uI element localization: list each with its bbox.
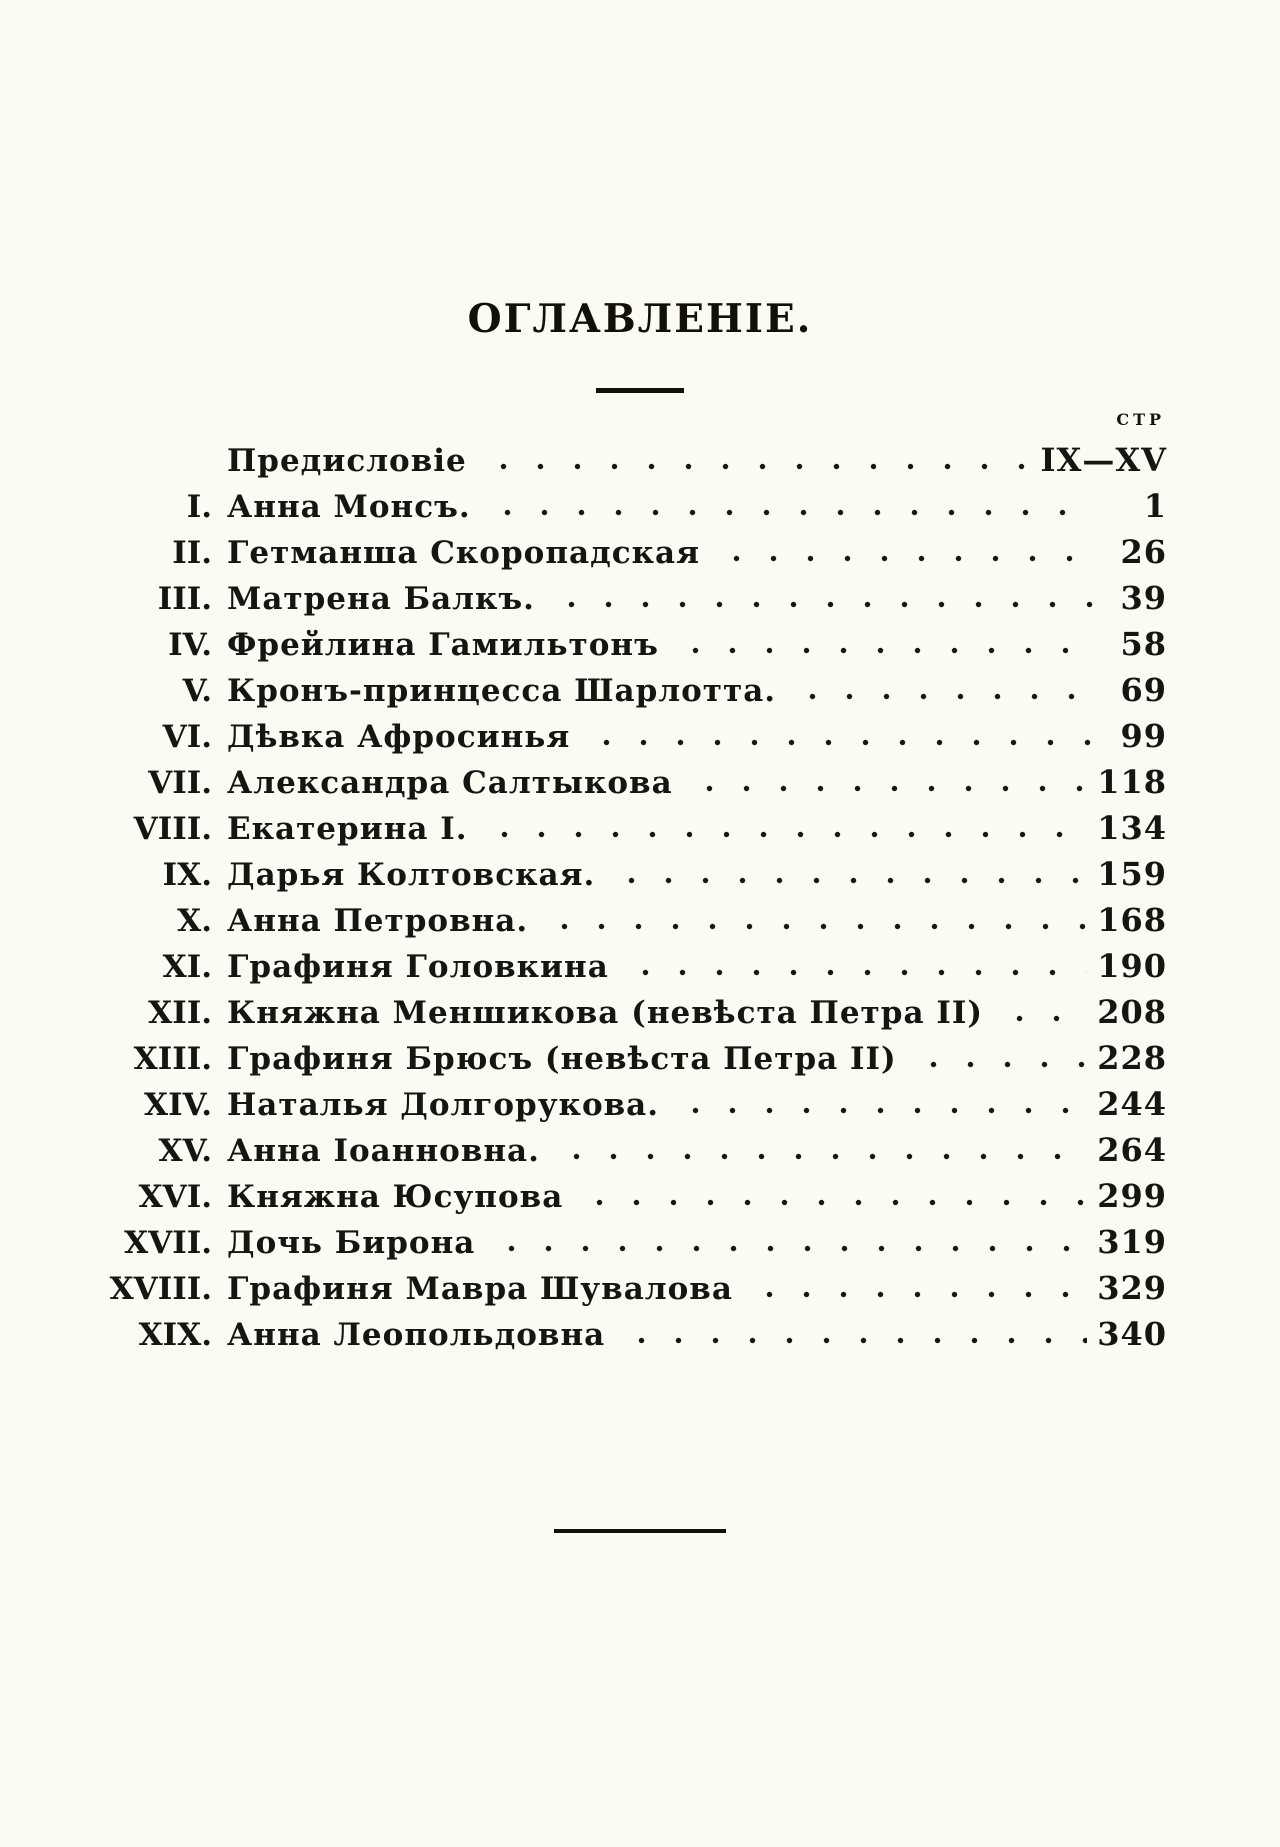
chapter-numeral: XIX.: [138, 1317, 212, 1353]
dot-leader: [718, 552, 1095, 565]
chapter-title: Екатерина I.: [227, 811, 468, 847]
dot-leader: [677, 1104, 1087, 1117]
page-number: 58: [1120, 625, 1167, 663]
toc-row: [100, 575, 1167, 621]
dot-leader: [558, 1150, 1087, 1163]
dot-leader: [493, 1242, 1087, 1255]
title-divider-rule: [596, 388, 684, 393]
chapter-title: Графиня Головкина: [227, 949, 609, 985]
toc-row: [100, 437, 1167, 483]
page-title: ОГЛАВЛЕНІЕ.: [467, 296, 813, 342]
page-number: 69: [1120, 671, 1167, 709]
chapter-numeral: V.: [182, 673, 212, 709]
toc-row: [100, 621, 1167, 667]
page-number: 299: [1097, 1177, 1167, 1215]
page-number: 208: [1097, 993, 1167, 1031]
page-number: 168: [1097, 901, 1167, 939]
toc-row: [100, 851, 1167, 897]
page-number: 118: [1097, 763, 1167, 801]
toc-row: [100, 943, 1167, 989]
toc-row: [100, 1127, 1167, 1173]
chapter-title: Александра Салтыкова: [227, 765, 673, 801]
chapter-title: Наталья Долгорукова.: [227, 1087, 660, 1123]
page-number: 99: [1120, 717, 1167, 755]
chapter-numeral: IV.: [168, 627, 212, 663]
chapter-title: Дарья Колтовская.: [227, 857, 596, 893]
chapter-title: Княжна Юсупова: [227, 1179, 564, 1215]
dot-leader: [553, 598, 1095, 611]
toc-row: [100, 1265, 1167, 1311]
page-number: 26: [1120, 533, 1167, 571]
toc-row: [100, 805, 1167, 851]
chapter-title: Графиня Мавра Шувалова: [227, 1271, 733, 1307]
chapter-numeral: II.: [172, 535, 212, 571]
dot-leader: [751, 1288, 1087, 1301]
toc-row: [100, 897, 1167, 943]
page-number: 264: [1097, 1131, 1167, 1169]
chapter-title: Матрена Балкъ.: [227, 581, 535, 617]
toc-row: [100, 713, 1167, 759]
dot-leader: [489, 506, 1095, 519]
page-number: 228: [1097, 1039, 1167, 1077]
chapter-title: Фрейлина Гамильтонъ: [227, 627, 659, 663]
dot-leader: [581, 1196, 1087, 1209]
page-number: 329: [1097, 1269, 1167, 1307]
chapter-numeral: XI.: [162, 949, 212, 985]
chapter-title: Дочь Бирона: [227, 1225, 476, 1261]
chapter-title: Анна Петровна.: [227, 903, 529, 939]
chapter-title: Анна Леопольдовна: [227, 1317, 606, 1353]
page-number: 159: [1097, 855, 1167, 893]
dot-leader: [623, 1334, 1087, 1347]
chapter-numeral: VI.: [162, 719, 212, 755]
chapter-numeral: X.: [177, 903, 212, 939]
page-number: 340: [1097, 1315, 1167, 1353]
page-column-header: СТР: [1116, 410, 1165, 429]
chapter-numeral: VIII.: [133, 811, 212, 847]
page-number: 1: [1143, 487, 1167, 525]
chapter-title: Графиня Брюсъ (невѣста Петра II): [227, 1041, 897, 1077]
chapter-numeral: XVIII.: [109, 1271, 212, 1307]
chapter-numeral: XVII.: [124, 1225, 212, 1261]
toc-row: [100, 667, 1167, 713]
dot-leader: [485, 460, 1031, 473]
chapter-title: Предисловіе: [227, 443, 467, 479]
toc-row: [100, 1035, 1167, 1081]
toc-row: [100, 1173, 1167, 1219]
dot-leader: [915, 1058, 1087, 1071]
page-number: 319: [1097, 1223, 1167, 1261]
chapter-title: Дѣвка Афросинья: [227, 719, 571, 755]
chapter-numeral: XIII.: [133, 1041, 212, 1077]
dot-leader: [627, 966, 1087, 979]
chapter-title: Княжна Меншикова (невѣста Петра II): [227, 995, 983, 1031]
chapter-numeral: VII.: [148, 765, 212, 801]
toc-list: [100, 437, 1167, 1357]
page-number: 244: [1097, 1085, 1167, 1123]
chapter-numeral: III.: [157, 581, 212, 617]
dot-leader: [588, 736, 1095, 749]
chapter-title: Гетманша Скоропадская: [227, 535, 701, 571]
dot-leader: [1001, 1012, 1087, 1025]
page-number: IX—XV: [1040, 441, 1167, 479]
toc-row: [100, 1219, 1167, 1265]
footer-divider-rule: [554, 1529, 726, 1533]
chapter-numeral: I.: [186, 489, 212, 525]
toc-row: [100, 1311, 1167, 1357]
dot-leader: [794, 690, 1095, 703]
chapter-numeral: IX.: [162, 857, 212, 893]
chapter-title: Кронъ-принцесса Шарлотта.: [227, 673, 777, 709]
dot-leader: [613, 874, 1087, 887]
dot-leader: [677, 644, 1095, 657]
toc-row: [100, 759, 1167, 805]
page-number: 190: [1097, 947, 1167, 985]
chapter-title: Анна Іоанновна.: [227, 1133, 540, 1169]
dot-leader: [486, 828, 1088, 841]
page-number: 39: [1120, 579, 1167, 617]
chapter-numeral: XII.: [148, 995, 212, 1031]
toc-row: [100, 989, 1167, 1035]
toc-row: [100, 1081, 1167, 1127]
toc-row: [100, 483, 1167, 529]
chapter-title: Анна Монсъ.: [227, 489, 471, 525]
dot-leader: [691, 782, 1088, 795]
page-number: 134: [1097, 809, 1167, 847]
chapter-numeral: XV.: [158, 1133, 212, 1169]
dot-leader: [546, 920, 1087, 933]
chapter-numeral: XVI.: [138, 1179, 212, 1215]
chapter-numeral: XIV.: [144, 1087, 212, 1123]
toc-row: [100, 529, 1167, 575]
